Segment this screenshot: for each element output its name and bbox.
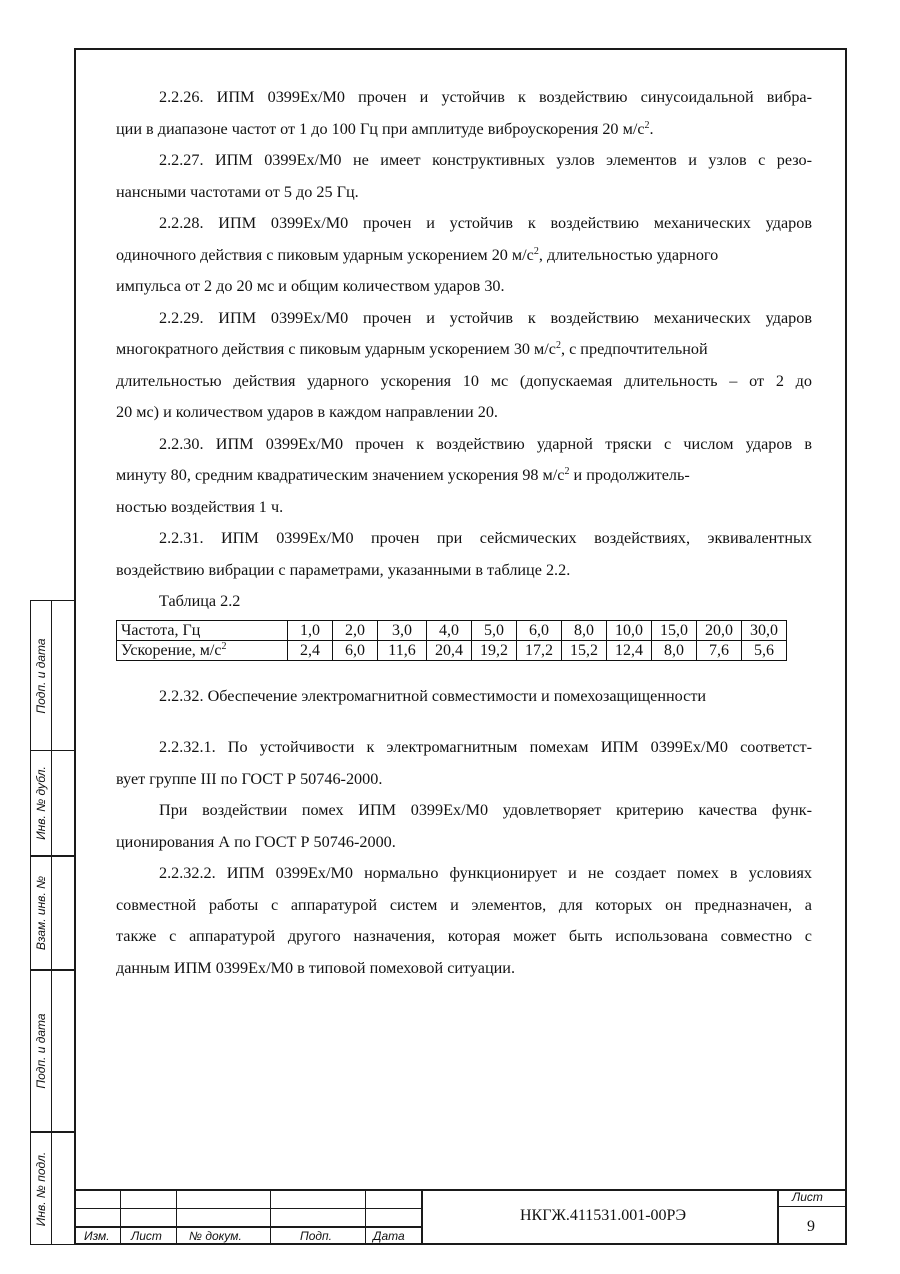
stamp-podp-data-1 bbox=[30, 600, 74, 751]
table-cell: 5,6 bbox=[742, 640, 787, 660]
table-cell: 6,0 bbox=[517, 620, 562, 640]
paragraph-line: многократного действия с пиковым ударным ускорением 30 $м/с^2$, с предпочтительной bbox=[116, 340, 708, 358]
paragraph-line: ции в диапазоне частот от 1 до 100 Гц при амплитуде виброускорения 20 $м/с^2$. bbox=[116, 119, 654, 138]
stamp-podp-data-2 bbox=[30, 970, 74, 1132]
section-heading: 2.2.32. Обеспечение электромагнитной совместимости и помехозащищенности bbox=[159, 686, 707, 705]
table-cell: 6,0 bbox=[333, 640, 378, 660]
paragraph-line: 20 мс) и количеством ударов в каждом направлении 20. bbox=[116, 403, 498, 421]
table-caption: Таблица 2.2 bbox=[159, 592, 241, 610]
title-block-label-n-dokum: № докум. bbox=[189, 1229, 242, 1243]
table-cell: 17,2 bbox=[517, 640, 562, 660]
stamp-label: Инв. № подл. bbox=[34, 1151, 48, 1226]
paragraph-line: длительностью действия ударного ускорения 10 мс (допускаемая длительность – от 2 до bbox=[116, 371, 812, 390]
paragraph-line: вует группе III по ГОСТ Р 50746-2000. bbox=[116, 769, 383, 788]
paragraph-line: 2.2.26. ИПМ 0399Ех/М0 прочен и устойчив к воздействию синусоидальной вибра- bbox=[159, 88, 812, 106]
paragraph-line: 2.2.29. ИПМ 0399Ех/М0 прочен и устойчив к воздействию механических ударов bbox=[159, 308, 812, 327]
table-cell: 2,4 bbox=[288, 640, 333, 660]
table-row bbox=[117, 620, 787, 640]
title-block-label-podp: Подп. bbox=[300, 1229, 332, 1243]
table-cell: 7,6 bbox=[697, 640, 742, 660]
stamp-inv-dubl bbox=[30, 751, 74, 856]
table-cell: 5,0 bbox=[472, 620, 517, 640]
stamp-vzam-inv bbox=[30, 856, 74, 970]
paragraph-line: 2.2.27. ИПМ 0399Ех/М0 не имеет конструктивных узлов элементов и узлов с резо- bbox=[159, 151, 812, 169]
table-cell: 30,0 bbox=[742, 620, 787, 640]
table-row-header: Частота, Гц bbox=[117, 620, 288, 640]
paragraph-line: также с аппаратурой другого назначения, которая может быть использована совместно с bbox=[116, 927, 812, 945]
paragraph-line: импульса от 2 до 20 мс и общим количеством ударов 30. bbox=[116, 277, 505, 295]
paragraph-line: 2.2.31. ИПМ 0399Ех/М0 прочен при сейсмических воздействиях, эквивалентных bbox=[159, 529, 812, 547]
table-cell: 15,2 bbox=[562, 640, 607, 660]
sheet-label: Лист bbox=[792, 1190, 823, 1204]
table-cell: 1,0 bbox=[288, 620, 333, 640]
paragraph-line: ностью воздействия 1 ч. bbox=[116, 497, 284, 516]
title-block-label-list: Лист bbox=[131, 1229, 162, 1243]
title-block-label-data: Дата bbox=[373, 1229, 405, 1243]
table-cell: 2,0 bbox=[333, 620, 378, 640]
table-cell: 3,0 bbox=[378, 620, 427, 640]
paragraph-line: одиночного действия с пиковым ударным ускорением 20 $м/с^2$, длительностью ударного bbox=[116, 245, 719, 264]
paragraph-line: ционирования А по ГОСТ Р 50746-2000. bbox=[116, 832, 396, 851]
table-cell: 12,4 bbox=[607, 640, 652, 660]
paragraph-line: данным ИПМ 0399Ех/М0 в типовой помеховой ситуации. bbox=[116, 958, 516, 977]
table-cell: 4,0 bbox=[427, 620, 472, 640]
sheet-number: 9 bbox=[807, 1218, 815, 1235]
table-cell: 8,0 bbox=[562, 620, 607, 640]
paragraph-line: минуту 80, средним квадратическим значением ускорения 98 $м/с^2$ и продолжитель- bbox=[116, 466, 690, 484]
paragraph-line: 2.2.32.2. ИПМ 0399Ех/М0 нормально функционирует и не создает помех в условиях bbox=[159, 864, 812, 882]
paragraph-line: 2.2.28. ИПМ 0399Ех/М0 прочен и устойчив к воздействию механических ударов bbox=[159, 214, 812, 232]
title-block-label-izm: Изм. bbox=[84, 1229, 110, 1243]
document-number: НКГЖ.411531.001-00РЭ bbox=[520, 1207, 687, 1224]
table-cell: 15,0 bbox=[652, 620, 697, 640]
stamp-label: Подп. и дата bbox=[34, 1013, 48, 1089]
table-cell: 19,2 bbox=[472, 640, 517, 660]
table-row bbox=[117, 640, 787, 660]
table-cell: 8,0 bbox=[652, 640, 697, 660]
paragraph-line: совместной работы с аппаратурой систем и элементов, для которых он предназначен, а bbox=[116, 895, 812, 914]
stamp-inv-podl bbox=[30, 1132, 74, 1245]
paragraph-line: воздействию вибрации с параметрами, указанными в таблице 2.2. bbox=[116, 560, 571, 579]
document-body bbox=[116, 82, 812, 984]
paragraph-line: При воздействии помех ИПМ 0399Ех/М0 удовлетворяет критерию качества функ- bbox=[159, 801, 812, 819]
paragraph-line: нансными частотами от 5 до 25 Гц. bbox=[116, 182, 359, 201]
table-row-header: Ускорение, $м/с^2$ bbox=[117, 640, 288, 660]
data-table bbox=[116, 620, 787, 661]
paragraph-line: 2.2.30. ИПМ 0399Ех/М0 прочен к воздействию ударной тряски с числом ударов в bbox=[159, 434, 812, 453]
table-cell: 20,0 bbox=[697, 620, 742, 640]
paragraph-line: 2.2.32.1. По устойчивости к электромагнитным помехам ИПМ 0399Ех/М0 соответст- bbox=[159, 738, 812, 756]
table-cell: 20,4 bbox=[427, 640, 472, 660]
stamp-label: Подп. и дата bbox=[34, 637, 48, 714]
table-cell: 10,0 bbox=[607, 620, 652, 640]
stamp-label: Инв. № дубл. bbox=[34, 766, 48, 840]
table-cell: 11,6 bbox=[378, 640, 427, 660]
stamp-label: Взам. инв. № bbox=[34, 875, 48, 951]
